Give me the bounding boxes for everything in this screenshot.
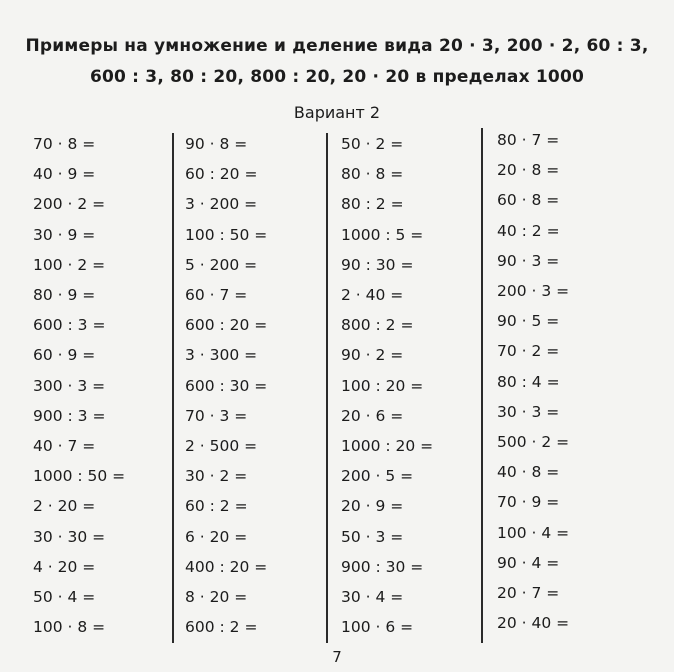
- exercise-item: 40 · 9 =: [33, 165, 96, 184]
- column-divider: [481, 128, 483, 643]
- column-divider: [172, 133, 174, 643]
- exercise-item: 200 · 5 =: [341, 467, 414, 486]
- exercise-item: 70 · 9 =: [497, 493, 560, 512]
- exercise-item: 20 · 9 =: [341, 497, 404, 516]
- exercise-item: 80 : 4 =: [497, 372, 560, 391]
- exercise-item: 90 · 2 =: [341, 346, 404, 365]
- exercise-item: 100 : 20 =: [341, 376, 424, 395]
- exercise-item: 30 · 3 =: [497, 402, 560, 421]
- exercise-item: 80 · 7 =: [497, 131, 560, 149]
- exercise-item: 50 · 2 =: [341, 135, 404, 153]
- exercise-item: 300 · 3 =: [33, 376, 106, 395]
- exercise-item: 40 · 8 =: [497, 463, 560, 482]
- exercise-item: 1000 : 50 =: [33, 467, 126, 486]
- exercise-item: 100 : 50 =: [185, 225, 268, 244]
- exercise-item: 800 : 2 =: [341, 316, 414, 335]
- page-title-line-2: 600 : 3, 80 : 20, 800 : 20, 20 · 20 в пределах 1000: [89, 67, 585, 87]
- exercise-item: 90 · 3 =: [497, 251, 560, 270]
- exercise-item: 1000 : 20 =: [341, 437, 434, 455]
- exercise-item: 3 · 200 =: [185, 195, 258, 214]
- exercise-item: 60 · 7 =: [185, 286, 248, 304]
- exercise-item: 1000 : 5 =: [341, 225, 424, 244]
- exercise-item: 5 · 200 =: [185, 255, 258, 274]
- exercise-item: 70 · 2 =: [497, 342, 560, 361]
- exercise-item: 70 · 8 =: [33, 135, 96, 153]
- exercise-item: 20 · 6 =: [341, 406, 404, 425]
- exercise-item: 80 · 8 =: [341, 165, 404, 184]
- exercise-item: 90 · 4 =: [497, 553, 560, 572]
- exercise-item: 2 · 40 =: [341, 286, 404, 304]
- exercise-item: 90 · 5 =: [497, 312, 560, 331]
- exercise-item: 2 · 500 =: [185, 437, 258, 455]
- variant-label: Вариант 2: [293, 103, 381, 122]
- exercise-item: 40 · 7 =: [33, 437, 96, 455]
- exercise-item: 80 : 2 =: [341, 195, 404, 214]
- exercise-item: 60 : 20 =: [185, 165, 258, 184]
- exercise-item: 100 · 6 =: [341, 618, 414, 637]
- exercise-item: 600 : 3 =: [33, 316, 106, 335]
- exercise-item: 70 · 3 =: [185, 406, 248, 425]
- exercise-item: 600 : 30 =: [185, 376, 268, 395]
- exercise-item: 50 · 3 =: [341, 527, 404, 546]
- exercise-item: 30 · 4 =: [341, 588, 404, 606]
- exercise-item: 20 · 8 =: [497, 161, 560, 180]
- exercise-item: 30 · 9 =: [33, 225, 96, 244]
- exercise-item: 100 · 2 =: [33, 255, 106, 274]
- exercise-item: 900 : 3 =: [33, 406, 106, 425]
- exercise-item: 60 : 2 =: [185, 497, 248, 516]
- exercise-item: 600 : 20 =: [185, 316, 268, 335]
- page-title-line-1: Примеры на умножение и деление вида 20 · 3, 200 · 2, 60 : 3,: [25, 36, 649, 56]
- column-divider: [326, 133, 328, 643]
- exercise-item: 500 · 2 =: [497, 433, 570, 451]
- exercise-item: 40 : 2 =: [497, 221, 560, 240]
- exercise-item: 4 · 20 =: [33, 557, 96, 576]
- page-number: 7: [332, 648, 342, 666]
- exercise-item: 20 · 40 =: [497, 614, 570, 633]
- exercise-item: 6 · 20 =: [185, 527, 248, 546]
- exercise-item: 100 · 4 =: [497, 523, 570, 542]
- exercise-item: 900 : 30 =: [341, 557, 424, 576]
- exercise-item: 200 · 2 =: [33, 195, 106, 214]
- exercise-item: 8 · 20 =: [185, 588, 248, 606]
- exercise-item: 20 · 7 =: [497, 584, 560, 602]
- exercise-item: 30 · 2 =: [185, 467, 248, 486]
- exercise-item: 60 · 9 =: [33, 346, 96, 365]
- exercise-item: 80 · 9 =: [33, 286, 96, 304]
- exercise-item: 3 · 300 =: [185, 346, 258, 365]
- exercise-item: 200 · 3 =: [497, 282, 570, 300]
- exercise-item: 90 · 8 =: [185, 135, 248, 153]
- exercise-item: 600 : 2 =: [185, 618, 258, 637]
- exercise-item: 400 : 20 =: [185, 557, 268, 576]
- exercise-item: 50 · 4 =: [33, 588, 96, 606]
- exercise-item: 30 · 30 =: [33, 527, 106, 546]
- exercise-item: 60 · 8 =: [497, 191, 560, 210]
- exercise-item: 100 · 8 =: [33, 618, 106, 637]
- exercise-item: 90 : 30 =: [341, 255, 414, 274]
- exercise-item: 2 · 20 =: [33, 497, 96, 516]
